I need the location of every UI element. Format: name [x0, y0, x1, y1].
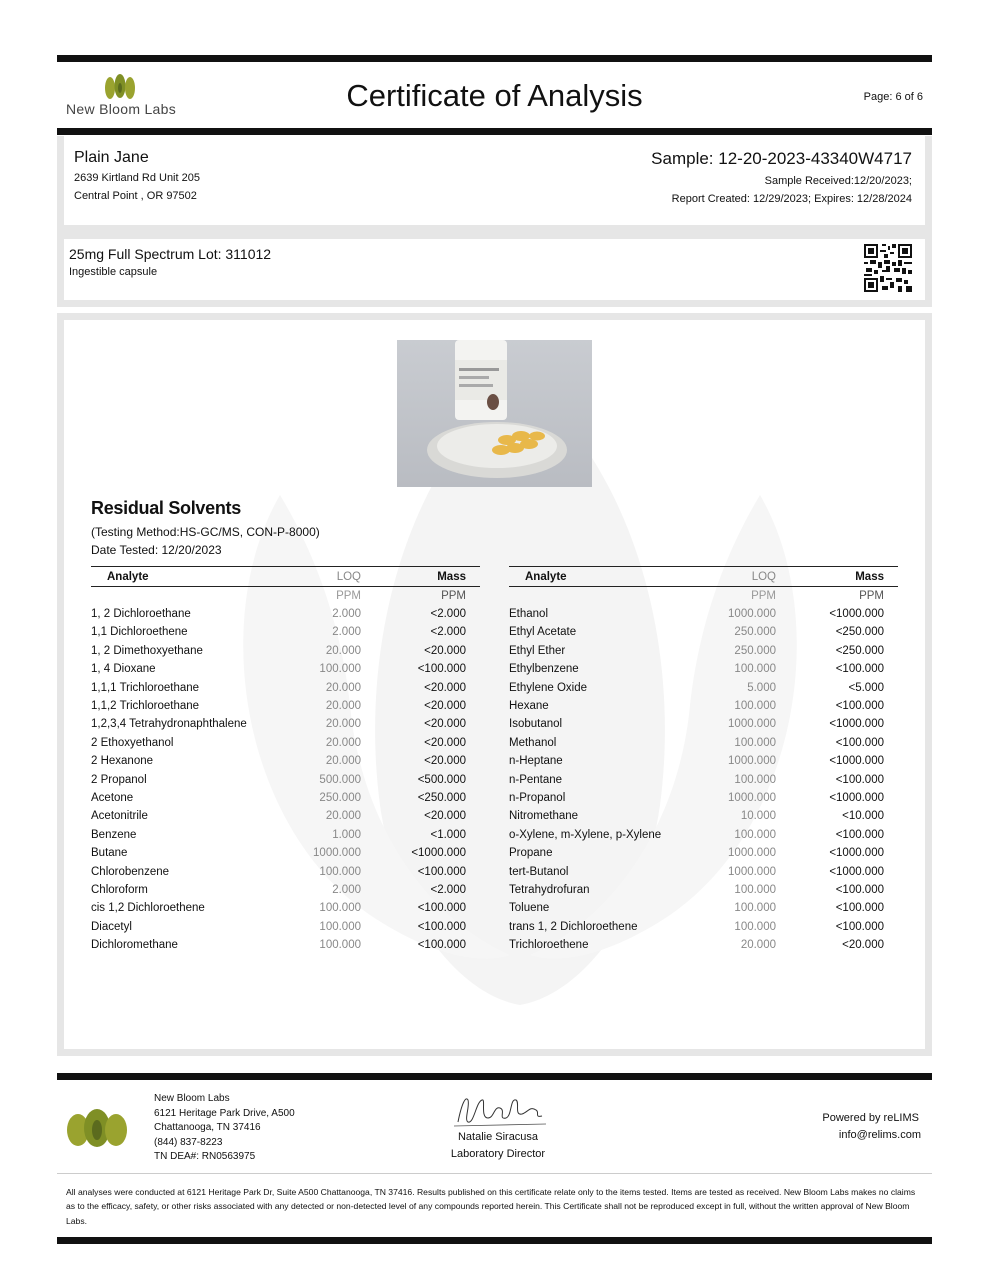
table-row — [509, 697, 898, 715]
lab-address-line1: 6121 Heritage Park Drive, A500 — [154, 1107, 295, 1119]
mass-cell: <100.000 — [835, 700, 884, 713]
analyte-cell: Propane — [509, 847, 553, 860]
mass-cell: <1000.000 — [829, 791, 884, 804]
sample-id: Sample: 12-20-2023-43340W4717 — [651, 149, 912, 168]
mass-cell: <100.000 — [835, 773, 884, 786]
analyte-cell: Ethylene Oxide — [509, 681, 587, 694]
product-info-box — [57, 232, 932, 307]
table-header-row — [91, 567, 480, 587]
loq-cell: 20.000 — [740, 939, 776, 952]
analyte-cell: cis 1,2 Dichloroethene — [91, 902, 205, 915]
analyte-cell: Chloroform — [91, 883, 148, 896]
analyte-cell: 1,2,3,4 Tetrahydronaphthalene — [91, 718, 247, 731]
loq-cell: 20.000 — [325, 718, 361, 731]
table-row — [91, 862, 480, 880]
analyte-cell: 2 Propanol — [91, 773, 147, 786]
page-title: Certificate of Analysis — [346, 78, 643, 113]
analyte-cell: 1,1,2 Trichloroethane — [91, 700, 200, 713]
table-row — [91, 660, 480, 678]
lab-address-block — [154, 1092, 295, 1165]
lab-address-line2: Chattanooga, TN 37416 — [154, 1122, 261, 1134]
top-rule — [57, 55, 932, 62]
mass-cell: <1000.000 — [829, 847, 884, 860]
loq-cell: 100.000 — [734, 902, 776, 915]
report-dates: Report Created: 12/29/2023; Expires: 12/28/2024 — [671, 193, 912, 205]
analyte-cell: Nitromethane — [509, 810, 579, 823]
table-row — [509, 660, 898, 678]
results-table-right — [509, 566, 898, 954]
table-row — [91, 697, 480, 715]
loq-cell: 1000.000 — [728, 718, 776, 731]
sample-photo — [397, 340, 592, 487]
section-title: Residual Solvents — [91, 498, 241, 518]
testing-method: (Testing Method:HS-GC/MS, CON-P-8000) — [91, 525, 320, 539]
mass-cell: <1.000 — [430, 828, 466, 841]
results-table-left — [91, 566, 480, 954]
product-name: 25mg Full Spectrum Lot: 311012 — [69, 246, 272, 262]
table-row — [509, 826, 898, 844]
table-row — [509, 605, 898, 623]
loq-cell: 100.000 — [734, 883, 776, 896]
table-row — [91, 642, 480, 660]
mass-cell: <2.000 — [430, 626, 466, 639]
mass-cell: <100.000 — [835, 902, 884, 915]
mass-cell: <100.000 — [835, 736, 884, 749]
loq-cell: 5.000 — [747, 681, 776, 694]
qr-code-icon[interactable] — [862, 242, 914, 294]
mass-cell: <100.000 — [417, 902, 466, 915]
analyte-cell: Dichloromethane — [91, 939, 178, 952]
table-header-row — [509, 567, 898, 587]
mass-unit: PPM — [859, 589, 884, 602]
header-rule — [57, 128, 932, 135]
mass-cell: <20.000 — [424, 810, 466, 823]
table-row — [509, 844, 898, 862]
table-row — [509, 881, 898, 899]
analyte-cell: Isobutanol — [509, 718, 563, 731]
analyte-cell: Acetonitrile — [91, 810, 148, 823]
table-row — [91, 715, 480, 733]
mass-cell: <100.000 — [835, 663, 884, 676]
analyte-cell: Diacetyl — [91, 920, 132, 933]
footer-divider — [57, 1173, 932, 1174]
analyte-cell: Hexane — [509, 700, 549, 713]
analyte-cell: 1, 2 Dimethoxyethane — [91, 644, 203, 657]
loq-cell: 2.000 — [332, 608, 361, 621]
analyte-cell: Ethylbenzene — [509, 663, 579, 676]
column-header-mass: Mass — [776, 567, 898, 587]
column-header-loq: LOQ — [291, 567, 361, 587]
units-row — [91, 587, 480, 605]
loq-cell: 100.000 — [319, 663, 361, 676]
analyte-cell: Ethanol — [509, 608, 549, 621]
sample-received: Sample Received:12/20/2023; — [764, 175, 912, 187]
table-row — [91, 881, 480, 899]
client-name: Plain Jane — [74, 149, 149, 166]
brand-name: New Bloom Labs — [66, 101, 177, 117]
analyte-cell: Ethyl Ether — [509, 644, 566, 657]
table-row — [91, 936, 480, 954]
loq-cell: 250.000 — [734, 644, 776, 657]
analyte-cell: Toluene — [509, 902, 550, 915]
analyte-cell: Butane — [91, 847, 128, 860]
table-row — [509, 918, 898, 936]
mass-cell: <250.000 — [835, 644, 884, 657]
analyte-cell: Acetone — [91, 791, 134, 804]
analyte-cell: Tetrahydrofuran — [509, 883, 590, 896]
mass-cell: <1000.000 — [829, 608, 884, 621]
bottom-rule — [57, 1237, 932, 1244]
mass-cell: <20.000 — [424, 718, 466, 731]
loq-cell: 20.000 — [325, 810, 361, 823]
loq-cell: 1.000 — [332, 828, 361, 841]
table-row — [91, 844, 480, 862]
mass-cell: <20.000 — [424, 644, 466, 657]
loq-cell: 2.000 — [332, 626, 361, 639]
analyte-cell: n-Heptane — [509, 755, 563, 768]
loq-cell: 100.000 — [734, 700, 776, 713]
loq-cell: 100.000 — [734, 773, 776, 786]
loq-cell: 100.000 — [734, 828, 776, 841]
mass-cell: <5.000 — [848, 681, 884, 694]
loq-cell: 20.000 — [325, 736, 361, 749]
loq-cell: 250.000 — [319, 791, 361, 804]
mass-cell: <1000.000 — [411, 847, 466, 860]
mass-cell: <500.000 — [417, 773, 466, 786]
column-header-analyte: Analyte — [91, 567, 291, 587]
analyte-cell: n-Pentane — [509, 773, 563, 786]
contact-email[interactable]: info@relims.com — [838, 1129, 921, 1141]
table-row — [509, 789, 898, 807]
loq-cell: 100.000 — [319, 920, 361, 933]
client-address-line1: 2639 Kirtland Rd Unit 205 — [74, 172, 200, 184]
page-number: Page: 6 of 6 — [863, 91, 923, 103]
loq-cell: 1000.000 — [728, 755, 776, 768]
mass-cell: <20.000 — [842, 939, 884, 952]
mass-cell: <250.000 — [835, 626, 884, 639]
mass-cell: <100.000 — [835, 883, 884, 896]
lab-name: New Bloom Labs — [154, 1093, 230, 1104]
analyte-cell: 1, 2 Dichloroethane — [91, 608, 191, 621]
loq-cell: 1000.000 — [728, 608, 776, 621]
mass-cell: <100.000 — [417, 939, 466, 952]
mass-cell: <100.000 — [835, 828, 884, 841]
table-row — [91, 752, 480, 770]
table-row — [91, 807, 480, 825]
table-row — [91, 899, 480, 917]
leaf-logo-icon — [64, 1108, 130, 1148]
table-row — [509, 715, 898, 733]
lab-phone: (844) 837-8223 — [154, 1136, 223, 1148]
analyte-cell: Chlorobenzene — [91, 865, 170, 878]
analyte-cell: 2 Hexanone — [91, 755, 154, 768]
table-row — [509, 770, 898, 788]
table-row — [91, 605, 480, 623]
loq-cell: 100.000 — [319, 902, 361, 915]
table-row — [91, 734, 480, 752]
column-header-mass: Mass — [361, 567, 480, 587]
mass-cell: <10.000 — [842, 810, 884, 823]
loq-cell: 100.000 — [734, 736, 776, 749]
disclaimer: All analyses were conducted at 6121 Heritage Park Dr, Suite A500 Chattanooga, TN 37416. Results published on this certificate relate only to the items tested. Items are tested as received. New Bloom Labs makes no claims as to the efficacy, safety, or other risks associated with any detected or non-detected level of any compounds reported herein. This Certificate shall not be reproduced except in full, without the written approval of New Bloom Labs. — [66, 1187, 916, 1226]
loq-cell: 20.000 — [325, 755, 361, 768]
loq-cell: 20.000 — [325, 681, 361, 694]
analyte-cell: 1, 4 Dioxane — [91, 663, 156, 676]
mass-cell: <1000.000 — [829, 755, 884, 768]
loq-cell: 100.000 — [319, 939, 361, 952]
table-row — [91, 918, 480, 936]
mass-cell: <100.000 — [835, 920, 884, 933]
signature-icon — [450, 1092, 550, 1130]
signer-name: Natalie Siracusa — [457, 1131, 539, 1143]
loq-cell: 20.000 — [325, 700, 361, 713]
analyte-cell: Trichloroethene — [509, 939, 589, 952]
table-row — [91, 770, 480, 788]
units-row — [509, 587, 898, 605]
loq-cell: 1000.000 — [313, 847, 361, 860]
loq-cell: 1000.000 — [728, 791, 776, 804]
loq-cell: 20.000 — [325, 644, 361, 657]
table-row — [91, 826, 480, 844]
table-row — [509, 752, 898, 770]
loq-unit: PPM — [751, 589, 776, 602]
analyte-cell: 2 Ethoxyethanol — [91, 736, 174, 749]
mass-cell: <2.000 — [430, 883, 466, 896]
analyte-cell: Methanol — [509, 736, 557, 749]
mass-cell: <250.000 — [417, 791, 466, 804]
mass-cell: <2.000 — [430, 608, 466, 621]
mass-cell: <20.000 — [424, 736, 466, 749]
date-tested: Date Tested: 12/20/2023 — [91, 543, 222, 557]
mass-cell: <100.000 — [417, 663, 466, 676]
table-row — [91, 623, 480, 641]
loq-cell: 10.000 — [740, 810, 776, 823]
analyte-cell: Ethyl Acetate — [509, 626, 577, 639]
mass-cell: <1000.000 — [829, 865, 884, 878]
analyte-cell: n-Propanol — [509, 791, 566, 804]
loq-cell: 1000.000 — [728, 865, 776, 878]
analyte-cell: o-Xylene, m-Xylene, p-Xylene — [509, 828, 662, 841]
mass-cell: <20.000 — [424, 755, 466, 768]
table-row — [509, 678, 898, 696]
mass-cell: <100.000 — [417, 920, 466, 933]
analyte-cell: 1,1 Dichloroethene — [91, 626, 188, 639]
mass-cell: <100.000 — [417, 865, 466, 878]
loq-cell: 2.000 — [332, 883, 361, 896]
lab-dea: TN DEA#: RN0563975 — [154, 1151, 256, 1163]
loq-cell: 250.000 — [734, 626, 776, 639]
table-row — [91, 789, 480, 807]
analyte-cell: Benzene — [91, 828, 137, 841]
product-type: Ingestible capsule — [69, 266, 158, 278]
footer-rule — [57, 1073, 932, 1080]
table-row — [509, 862, 898, 880]
mass-cell: <20.000 — [424, 700, 466, 713]
loq-cell: 1000.000 — [728, 847, 776, 860]
table-row — [509, 642, 898, 660]
loq-cell: 100.000 — [319, 865, 361, 878]
table-row — [509, 807, 898, 825]
column-header-analyte: Analyte — [509, 567, 709, 587]
loq-unit: PPM — [336, 589, 361, 602]
client-address-line2: Central Point , OR 97502 — [74, 190, 197, 202]
mass-cell: <20.000 — [424, 681, 466, 694]
signer-title: Laboratory Director — [450, 1148, 546, 1160]
table-row — [509, 899, 898, 917]
loq-cell: 100.000 — [734, 920, 776, 933]
analyte-cell: trans 1, 2 Dichloroethene — [509, 920, 638, 933]
analyte-cell: 1,1,1 Trichloroethane — [91, 681, 200, 694]
table-row — [509, 734, 898, 752]
table-row — [509, 936, 898, 954]
analyte-cell: tert-Butanol — [509, 865, 569, 878]
table-row — [91, 678, 480, 696]
mass-cell: <1000.000 — [829, 718, 884, 731]
loq-cell: 100.000 — [734, 663, 776, 676]
mass-unit: PPM — [441, 589, 466, 602]
column-header-loq: LOQ — [709, 567, 776, 587]
powered-by: Powered by reLIMS — [822, 1112, 919, 1124]
table-row — [509, 623, 898, 641]
loq-cell: 500.000 — [319, 773, 361, 786]
